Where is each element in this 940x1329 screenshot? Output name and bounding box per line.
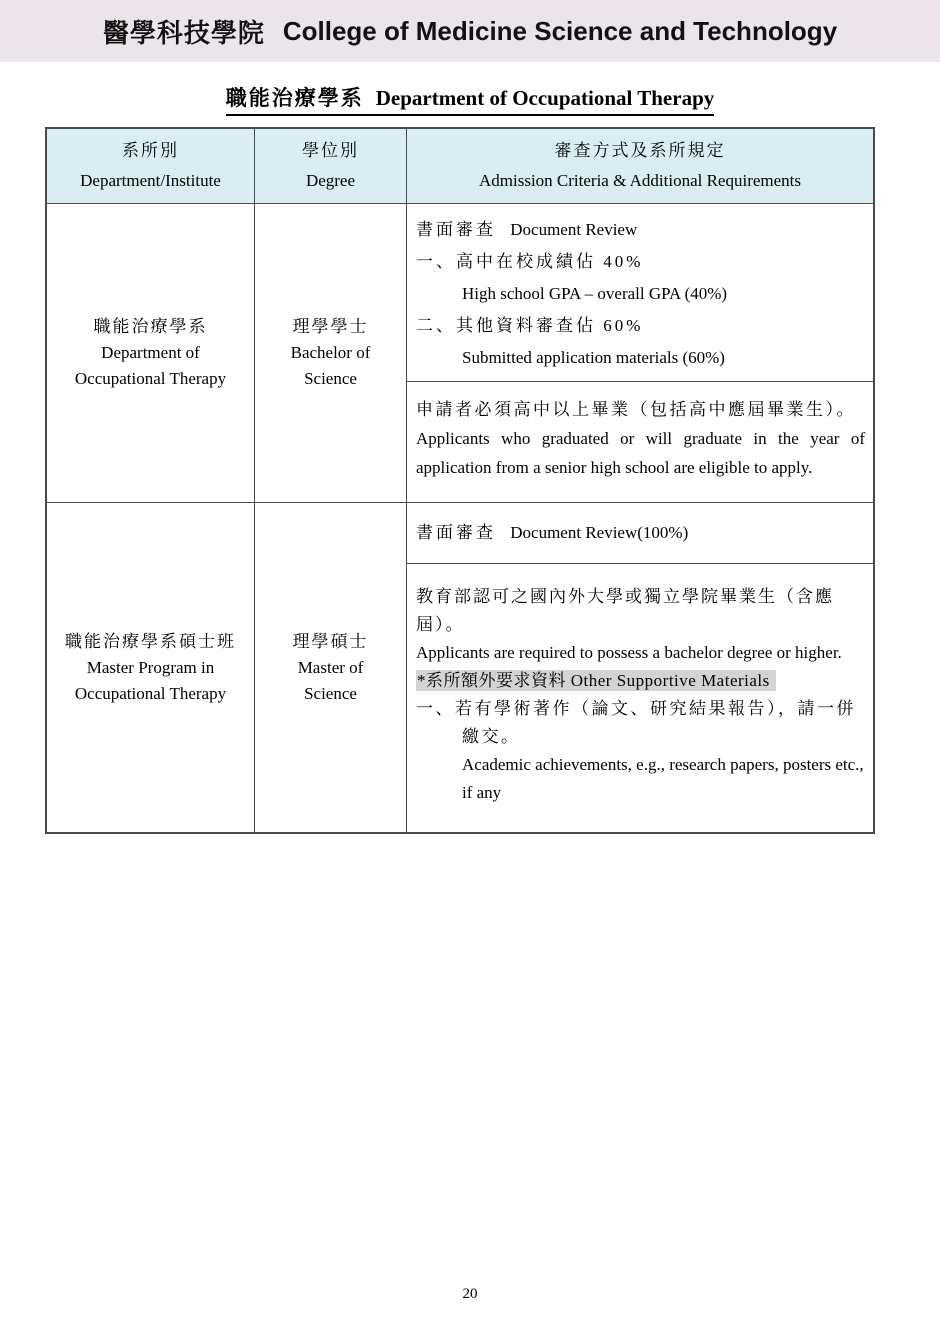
header-degree-en: Degree [305, 171, 356, 190]
header-department [47, 129, 255, 204]
header-department-en: Department/Institute [80, 171, 221, 190]
college-banner [0, 0, 940, 62]
row2-requirements [407, 564, 873, 832]
header-criteria-en: Admission Criteria & Additional Requirements [478, 171, 802, 190]
header-degree-zh: 學位別 [302, 141, 359, 160]
page-title-en: Department of Occupational Therapy [375, 86, 715, 110]
row1-criteria-item2-en: Submitted application materials (60%) [462, 348, 725, 367]
header-degree [255, 129, 407, 204]
admission-table [45, 127, 875, 834]
row2-degree-en2: Science [304, 683, 357, 703]
row1-review-title-en: Document Review [510, 220, 638, 239]
row2-review-title-zh: 書面審查 [416, 523, 496, 542]
row2-degree-cell [255, 503, 407, 832]
row2-department-en2: Occupational Therapy [74, 683, 227, 703]
row1-requirements-zh: 申請者必須高中以上畢業（包括高中應屆畢業生）。 [416, 400, 856, 419]
page-title [0, 82, 940, 116]
page-title-underlined [226, 82, 715, 116]
page-title-zh: 職能治療學系 [225, 86, 364, 110]
row2-department-en1: Master Program in [86, 657, 215, 677]
row1-criteria-item1-zh: 一、高中在校成績佔 40% [416, 252, 644, 271]
row2-review-title [416, 517, 688, 549]
row1-degree-en2: Science [304, 369, 357, 388]
row2-review-title-en: Document Review(100%) [510, 523, 689, 542]
row1-requirements [407, 382, 873, 502]
college-name-en: College of Medicine Science and Technology [282, 15, 838, 46]
row1-degree-zh: 理學學士 [292, 317, 369, 336]
row1-review-title [416, 214, 865, 246]
row2-department-cell [47, 503, 255, 832]
row1-requirements-en: Applicants who graduated or will graduate in the year of application from a senior high school are eligible to apply. [416, 429, 865, 477]
header-department-zh: 系所別 [122, 141, 179, 160]
row2-requirements-en: Applicants are required to possess a bachelor degree or higher. [416, 643, 842, 662]
row1-department-cell [47, 204, 255, 503]
row2-department-zh: 職能治療學系碩士班 [65, 631, 236, 651]
row1-degree-en1: Bachelor of [290, 343, 371, 362]
college-name-zh: 醫學科技學院 [102, 17, 265, 48]
row2-item1-zh: 一、若有學術著作（論文、研究結果報告），請一併繳交。 [416, 699, 856, 746]
row2-requirements-zh: 教育部認可之國內外大學或獨立學院畢業生（含應屆）。 [416, 587, 834, 634]
page-number: 20 [462, 1286, 478, 1302]
row1-criteria-cell [407, 204, 873, 503]
header-criteria [407, 129, 873, 204]
supportive-materials-highlight: *系所額外要求資料 Other Supportive Materials [416, 670, 776, 691]
header-criteria-zh: 審查方式及系所規定 [554, 141, 726, 160]
row1-criteria-item1-en: High school GPA – overall GPA (40%) [462, 284, 728, 303]
row1-department-en1: Department of [101, 343, 200, 362]
row2-review-method [407, 503, 873, 564]
row2-criteria-cell [407, 503, 873, 832]
row2-supportive-materials-line [416, 667, 865, 695]
row1-review-method [407, 204, 873, 382]
row1-degree-cell [255, 204, 407, 503]
row2-degree-zh: 理學碩士 [292, 631, 369, 651]
row2-item1-en: Academic achievements, e.g., research papers, posters etc., if any [462, 755, 864, 802]
row1-department-zh: 職能治療學系 [93, 317, 208, 336]
row1-criteria-item2-zh: 二、其他資料審查佔 60% [416, 316, 644, 335]
row2-degree-en1: Master of [297, 657, 364, 677]
row1-department-en2: Occupational Therapy [74, 369, 227, 388]
row1-review-title-zh: 書面審查 [416, 220, 496, 239]
